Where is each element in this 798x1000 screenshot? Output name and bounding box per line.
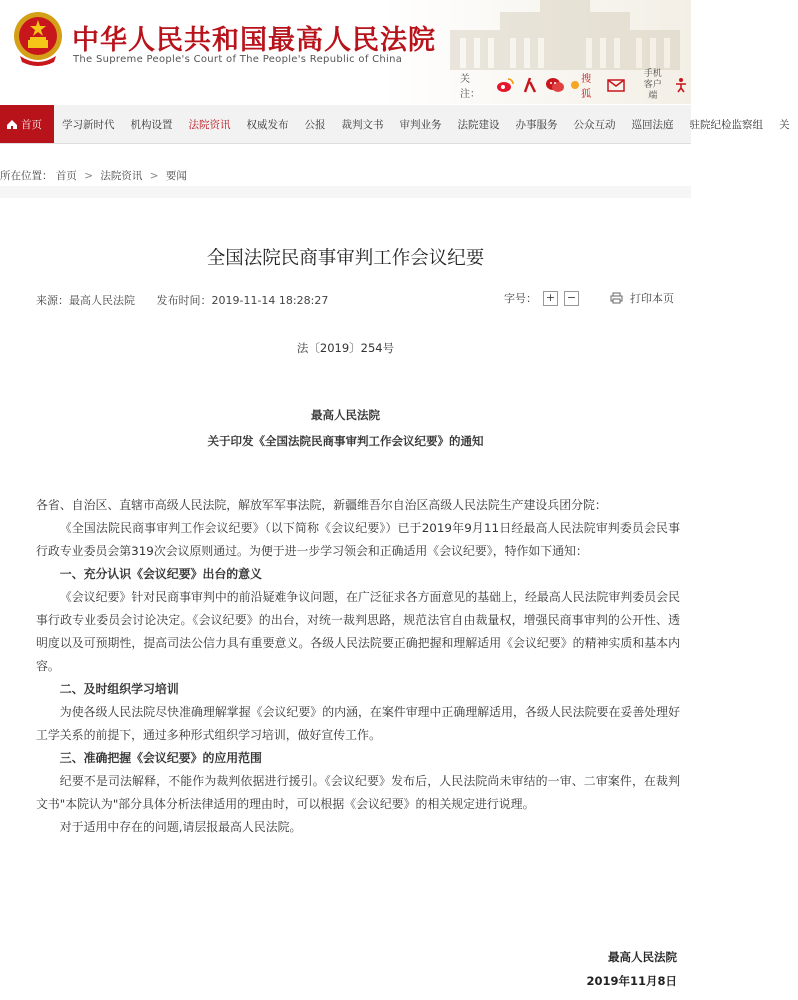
section-heading: 二、及时组织学习培训	[59, 682, 179, 696]
nav-caipan-wenshu[interactable]: 裁判文书	[341, 118, 384, 131]
paragraph: 为使各级人民法院尽快准确理解掌握《会议纪要》的内涵，在案件审理中正确理解适用，各级人民法院要在妥善处理好工学关系的前提下，通过多种形式组织学习培训，做好宣传工作。	[36, 705, 680, 742]
section-heading: 一、充分认识《会议纪要》出台的意义	[59, 567, 262, 581]
signature-date: 2019年11月8日	[586, 974, 677, 988]
mobile-client-link[interactable]	[640, 69, 666, 102]
article-publish-time: 发布时间：2019-11-14 18:28:27	[156, 294, 329, 307]
sohu-link[interactable]	[571, 70, 600, 100]
nav-banshi-fuwu[interactable]: 办事服务	[515, 118, 558, 131]
national-emblem-logo	[12, 10, 64, 68]
accessibility-icon[interactable]	[672, 75, 691, 95]
nav-gongzhong-hudong[interactable]: 公众互动	[573, 118, 616, 131]
article-meta	[36, 292, 346, 308]
font-size-label: 字号：	[504, 292, 537, 305]
nav-home-label: 首页	[21, 118, 42, 131]
follow-bar	[460, 70, 691, 100]
issuer-name: 最高人民法院	[311, 408, 380, 422]
notice-title: 关于印发《全国法院民商事审判工作会议纪要》的通知	[207, 434, 484, 448]
follow-label: 关注：	[460, 74, 480, 100]
signature: 最高人民法院	[608, 950, 677, 964]
mail-icon[interactable]	[606, 75, 625, 95]
article-body	[36, 494, 680, 839]
wechat-icon[interactable]	[545, 75, 565, 95]
nav-shenpan-yewu[interactable]: 审判业务	[399, 118, 442, 131]
nav-xunhui-fating[interactable]: 巡回法庭	[631, 118, 674, 131]
article-source: 来源：最高人民法院	[36, 294, 135, 307]
font-increase-button[interactable]: +	[543, 291, 558, 306]
court-building-illustration	[440, 0, 691, 70]
paragraph: 对于适用中存在的问题,请层报最高人民法院。	[59, 820, 302, 834]
people-daily-icon[interactable]	[520, 75, 539, 95]
divider-band	[0, 186, 691, 198]
print-label: 打印本页	[630, 292, 674, 305]
breadcrumb	[0, 168, 187, 183]
sohu-label: 搜狐	[581, 74, 592, 100]
breadcrumb-yaowen[interactable]: 要闻	[165, 170, 187, 182]
home-icon	[6, 119, 18, 130]
nav-fayuan-zixun[interactable]: 法院资讯	[188, 118, 231, 131]
printer-icon	[610, 292, 623, 304]
breadcrumb-sep: >	[149, 170, 159, 182]
nav-home[interactable]	[0, 105, 54, 143]
sohu-icon	[571, 81, 579, 89]
site-header	[0, 0, 691, 104]
breadcrumb-prefix: 所在位置：	[0, 170, 53, 182]
main-nav	[0, 105, 790, 144]
article-title: 全国法院民商事审判工作会议纪要	[206, 248, 485, 269]
font-size-control	[504, 290, 579, 306]
court-subtitle: The Supreme People's Court of The People's Republic of China	[73, 54, 403, 65]
breadcrumb-sep: >	[84, 170, 93, 182]
paragraph: 纪要不是司法解释，不能作为裁判依据进行援引。《会议纪要》发布后，人民法院尚未审结的一审、二审案件，在裁判文书"本院认为"部分具体分析法律适用的理由时，可以根据《会议纪要》的相关规定进行说理。	[36, 774, 680, 811]
paragraph: 《会议纪要》针对民商事审判中的前沿疑难争议问题，在广泛征求各方面意见的基础上，经最高人民法院审判委员会民事行政专业委员会讨论决定。《会议纪要》的出台，对统一裁判思路，规范法官自由裁量权，增强民商事审判的公开性、透明度以及可预期性，提高司法公信力具有重要意义。各级人民法院要正确把握和理解适用《会议纪要》的精神实质和基本内容。	[36, 590, 680, 673]
nav-jigou[interactable]: 机构设置	[130, 118, 173, 131]
breadcrumb-home[interactable]: 首页	[55, 170, 77, 182]
print-button[interactable]	[610, 290, 674, 306]
paragraph: 《全国法院民商事审判工作会议纪要》（以下简称《会议纪要》）已于2019年9月11日经最高人民法院审判委员会民事行政专业委员会第319次会议原则通过。为便于进一步学习领会和正确适用《会议纪要》，特作如下通知：	[36, 521, 680, 558]
court-title: 中华人民共和国最高人民法院	[72, 25, 436, 56]
mobile-label-2: 客户端	[643, 79, 662, 101]
nav-xuexi[interactable]: 学习新时代	[62, 118, 115, 131]
section-heading: 三、准确把握《会议纪要》的应用范围	[59, 751, 262, 765]
breadcrumb-fayuan-zixun[interactable]: 法院资讯	[100, 170, 143, 182]
paragraph-addressee: 各省、自治区、直辖市高级人民法院，解放军军事法院，新疆维吾尔自治区高级人民法院生产建设兵团分院：	[36, 498, 607, 512]
font-decrease-button[interactable]: −	[564, 291, 579, 306]
document-number: 法〔2019〕254号	[296, 341, 395, 355]
mobile-label-1: 手机	[643, 68, 662, 79]
weibo-icon[interactable]	[495, 75, 514, 95]
nav-fayuan-jianshe[interactable]: 法院建设	[457, 118, 500, 131]
nav-gongbao[interactable]: 公报	[304, 118, 326, 131]
nav-more[interactable]: 关	[779, 118, 790, 131]
nav-jijian-jiancha[interactable]: 驻院纪检监察组	[689, 118, 763, 131]
nav-quanwei-fabu[interactable]: 权威发布	[246, 118, 289, 131]
